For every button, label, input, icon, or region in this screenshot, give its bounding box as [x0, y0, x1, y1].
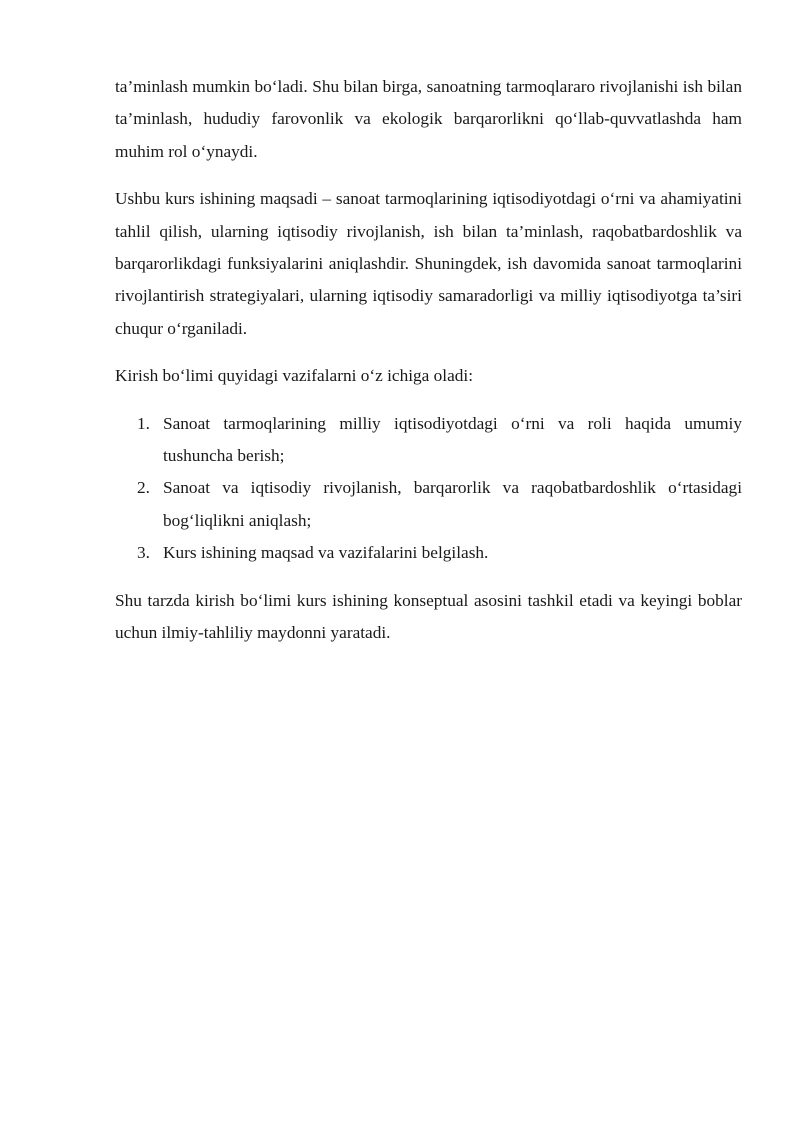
- tasks-list: [115, 408, 742, 570]
- page-content: [115, 71, 742, 665]
- list-item-number: 2.: [137, 478, 150, 498]
- paragraph-conclusion: Shu tarzda kirish bo‘limi kurs ishining konseptual asosini tashkil etadi va keyingi boblar uchun ilmiy-tahliliy maydonni yaratadi.: [115, 590, 742, 643]
- list-item-text: Sanoat tarmoqlarining milliy iqtisodiyotdagi o‘rni va roli haqida umumiy tushuncha berish;: [163, 413, 742, 466]
- list-item-number: 3.: [137, 543, 150, 563]
- paragraph-tasks-intro: Kirish bo‘limi quyidagi vazifalarni o‘z ichiga oladi:: [115, 366, 474, 386]
- list-item-text: Kurs ishining maqsad va vazifalarini belgilash.: [163, 543, 489, 563]
- paragraph-continuation: ta’minlash mumkin bo‘ladi. Shu bilan birga, sanoatning tarmoqlararo rivojlanishi ish bilan ta’minlash, hududiy farovonlik va ekologik barqarorlikni qo‘llab-quvvatlashda ham muhim rol o‘ynaydi.: [115, 77, 742, 161]
- list-item: [115, 472, 742, 537]
- paragraph-purpose: Ushbu kurs ishining maqsadi – sanoat tarmoqlarining iqtisodiyotdagi o‘rni va ahamiyatini tahlil qilish, ularning iqtisodiy rivojlanish, ish bilan ta’minlash, raqobatbardoshlik va barqarorlikdagi funksiyalarini aniqlashdir. Shuningdek, ish davomida sanoat tarmoqlarini rivojlantirish strategiyalari, ularning iqtisodiy samaradorligi va milliy iqtisodiyotga ta’siri chuqur o‘rganiladi.: [115, 189, 742, 338]
- list-item-text: Sanoat va iqtisodiy rivojlanish, barqarorlik va raqobatbardoshlik o‘rtasidagi bog‘liqlikni aniqlash;: [163, 478, 742, 530]
- list-item: [115, 408, 742, 473]
- list-item-number: 1.: [137, 413, 150, 433]
- list-item: [115, 537, 742, 569]
